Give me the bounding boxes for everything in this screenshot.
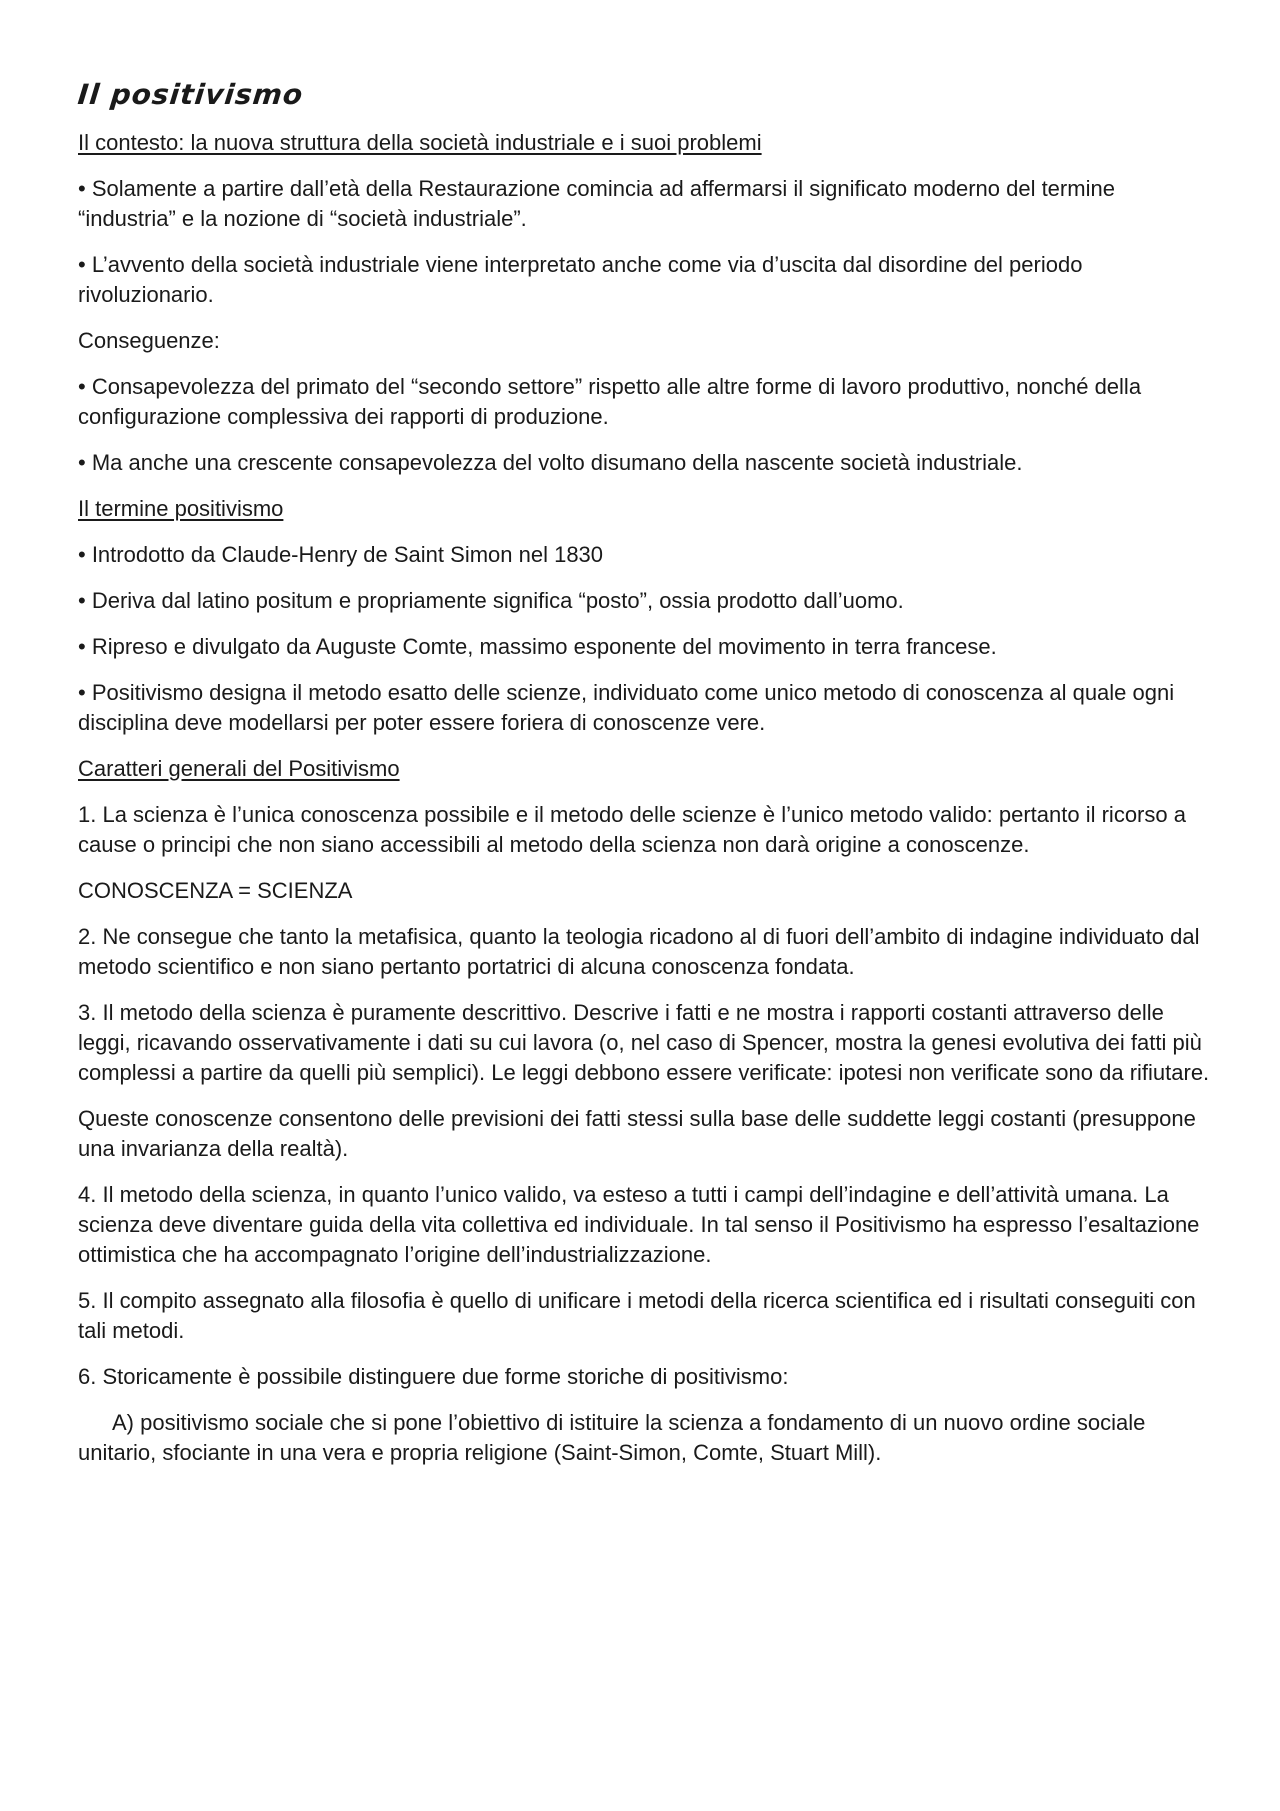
paragraph: • Introdotto da Claude-Henry de Saint Simon nel 1830	[78, 542, 604, 567]
paragraph: Queste conoscenze consentono delle previsioni dei fatti stessi sulla base delle suddette leggi costanti (presuppone una invarianza della realtà).	[78, 1106, 1196, 1161]
conseguenze-label: Conseguenze:	[78, 328, 220, 353]
paragraph: • Consapevolezza del primato del “secondo settore” rispetto alle altre forme di lavoro produttivo, nonché della configurazione complessiva dei rapporti di produzione.	[78, 374, 1142, 429]
paragraph: • L’avvento della società industriale viene interpretato anche come via d’uscita dal disordine del periodo rivoluzionario.	[78, 252, 1083, 307]
paragraph: • Solamente a partire dall’età della Restaurazione comincia ad affermarsi il significato moderno del termine “industria” e la nozione di “società industriale”.	[78, 176, 1115, 231]
section-heading-termine: Il termine positivismo	[78, 496, 284, 521]
section-caratteri	[78, 754, 1218, 1468]
paragraph: 1. La scienza è l’unica conoscenza possibile e il metodo delle scienze è l’unico metodo valido: pertanto il ricorso a cause o principi che non siano accessibili al metodo della scienza non darà origine a conoscenze.	[78, 802, 1186, 857]
paragraph: • Ma anche una crescente consapevolezza del volto disumano della nascente società industriale.	[78, 450, 1023, 475]
paragraph: 4. Il metodo della scienza, in quanto l’unico valido, va esteso a tutti i campi dell’indagine e dell’attività umana. La scienza deve diventare guida della vita collettiva ed individuale. In tal senso il Positivismo ha espresso l’esaltazione ottimistica che ha accompagnato l’origine dell’industrializzazione.	[78, 1182, 1200, 1267]
paragraph: 3. Il metodo della scienza è puramente descrittivo. Descrive i fatti e ne mostra i rapporti costanti attraverso delle leggi, ricavando osservativamente i dati su cui lavora (o, nel caso di Spencer, mostra la genesi evolutiva dei fatti più complessi a partire da quelli più semplici). Le leggi debbono essere verificate: ipotesi non verificate sono da rifiutare.	[78, 1000, 1210, 1085]
document-title: Il positivismo	[76, 78, 306, 111]
section-termine	[78, 494, 1218, 738]
paragraph: • Ripreso e divulgato da Auguste Comte, massimo esponente del movimento in terra francese.	[78, 634, 997, 659]
paragraph: • Positivismo designa il metodo esatto delle scienze, individuato come unico metodo di conoscenza al quale ogni disciplina deve modellarsi per poter essere foriera di conoscenze vere.	[78, 680, 1175, 735]
section-contesto	[78, 128, 1218, 478]
section-heading-caratteri: Caratteri generali del Positivismo	[78, 756, 400, 781]
equation-line: CONOSCENZA = SCIENZA	[78, 878, 353, 903]
paragraph-subitem: A) positivismo sociale che si pone l’obiettivo di istituire la scienza a fondamento di un nuovo ordine sociale unitario, sfociante in una vera e propria religione (Saint-Simon, Comte, Stuart Mill).	[78, 1410, 1146, 1465]
section-heading-contesto: Il contesto: la nuova struttura della società industriale e i suoi problemi	[78, 130, 762, 155]
document-page	[78, 78, 1218, 1484]
paragraph: 6. Storicamente è possibile distinguere due forme storiche di positivismo:	[78, 1364, 789, 1389]
paragraph: 2. Ne consegue che tanto la metafisica, quanto la teologia ricadono al di fuori dell’ambito di indagine individuato dal metodo scientifico e non siano pertanto portatrici di alcuna conoscenza fondata.	[78, 924, 1200, 979]
paragraph: 5. Il compito assegnato alla filosofia è quello di unificare i metodi della ricerca scientifica ed i risultati conseguiti con tali metodi.	[78, 1288, 1196, 1343]
paragraph: • Deriva dal latino positum e propriamente significa “posto”, ossia prodotto dall’uomo.	[78, 588, 904, 613]
